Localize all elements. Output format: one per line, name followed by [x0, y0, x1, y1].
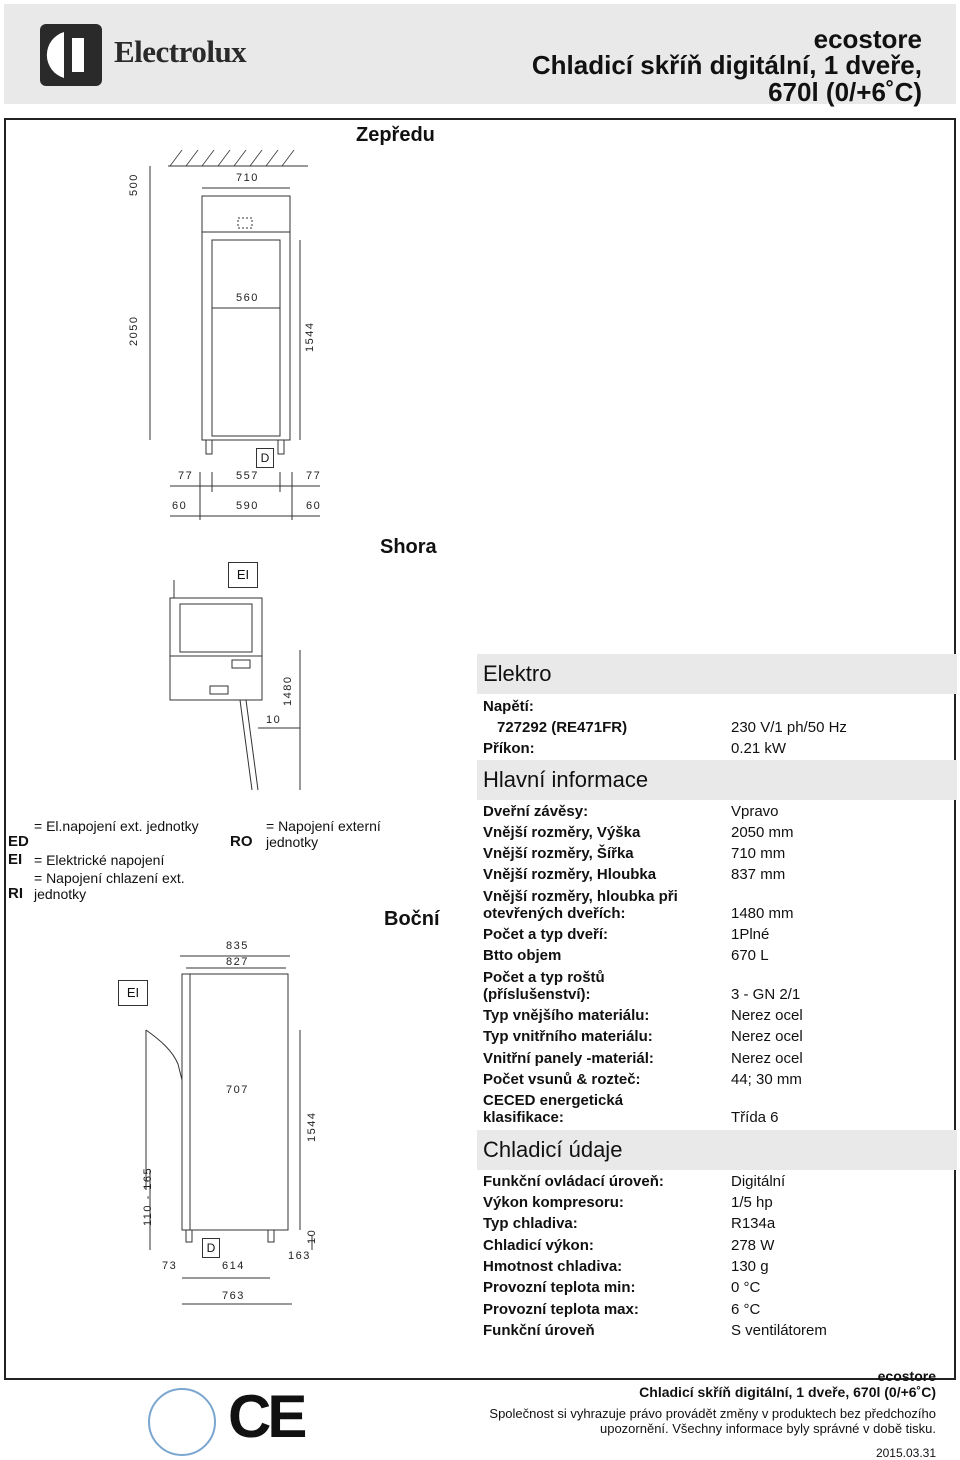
dim-1480: 1480 — [282, 675, 294, 706]
legend-ro-text: = Napojení externí jednotky — [266, 818, 381, 850]
dim-835: 835 — [226, 940, 249, 952]
front-view-label: Zepředu — [356, 124, 435, 146]
legend-ed — [8, 818, 234, 850]
legend-ei — [8, 851, 234, 868]
header-brand: ecostore — [813, 24, 922, 54]
legend-ro — [230, 818, 436, 850]
box-d-front: D — [256, 448, 274, 468]
dim-710: 710 — [236, 172, 259, 184]
dim-827: 827 — [226, 956, 249, 968]
footer-title: Chladicí skříň digitální, 1 dveře, 670l (0/+6˚C) — [639, 1384, 936, 1400]
dim-614: 614 — [222, 1260, 245, 1272]
header-title: Chladicí skříň digitální, 1 dveře, 670l (0/+6˚C) — [531, 50, 922, 107]
footer-brand: ecostore — [877, 1368, 936, 1384]
chladici-heading: Chladicí údaje — [477, 1130, 957, 1170]
dim-163: 163 — [288, 1250, 311, 1262]
box-ei-top: EI — [228, 562, 258, 588]
legend-ed-text: = El.napojení ext. jednotky — [34, 818, 199, 834]
dim-557: 557 — [236, 470, 259, 482]
dim-500: 500 — [128, 173, 140, 196]
dim-560: 560 — [236, 292, 259, 304]
dim-1544-side: 1544 — [306, 1111, 318, 1142]
certification-seal-icon — [148, 1388, 216, 1456]
footer-date: 2015.03.31 — [875, 1446, 936, 1460]
dim-60-right: 60 — [306, 500, 322, 512]
box-ei-side: EI — [118, 980, 148, 1006]
dim-60-left: 60 — [172, 500, 188, 512]
dim-10-side: 10 — [306, 1228, 318, 1244]
dim-2050: 2050 — [128, 315, 140, 346]
box-d-side: D — [202, 1238, 220, 1258]
ce-mark-icon: CE — [228, 1383, 304, 1450]
legend-ei-code: EI — [8, 851, 23, 868]
footer-disclaimer: Společnost si vyhrazuje právo provádět změny v produktech bez předchozího upozornění. Všechny informace byly správné v době tisku. — [489, 1406, 936, 1436]
top-view-label: Shora — [380, 536, 437, 558]
logo-text: Electrolux — [114, 34, 247, 69]
legend-ri — [8, 870, 224, 902]
dim-110-165: 110 - 165 — [142, 1166, 154, 1226]
legend-ro-code: RO — [230, 833, 253, 850]
dim-590: 590 — [236, 500, 259, 512]
legend-ed-code: ED — [8, 833, 29, 850]
dim-707: 707 — [226, 1084, 249, 1096]
dim-763: 763 — [222, 1290, 245, 1302]
side-view-label: Boční — [384, 908, 440, 930]
legend-ri-text: = Napojení chlazení ext. jednotky — [34, 870, 185, 902]
dim-10-top: 10 — [266, 714, 282, 726]
elektro-heading: Elektro — [477, 654, 957, 694]
dim-77-right: 77 — [306, 470, 322, 482]
dim-1544-front: 1544 — [304, 321, 316, 352]
legend-ri-code: RI — [8, 885, 23, 902]
legend-ei-text: = Elektrické napojení — [34, 852, 165, 868]
hlavni-heading: Hlavní informace — [477, 760, 957, 800]
dim-73: 73 — [162, 1260, 178, 1272]
dim-77-left: 77 — [178, 470, 194, 482]
